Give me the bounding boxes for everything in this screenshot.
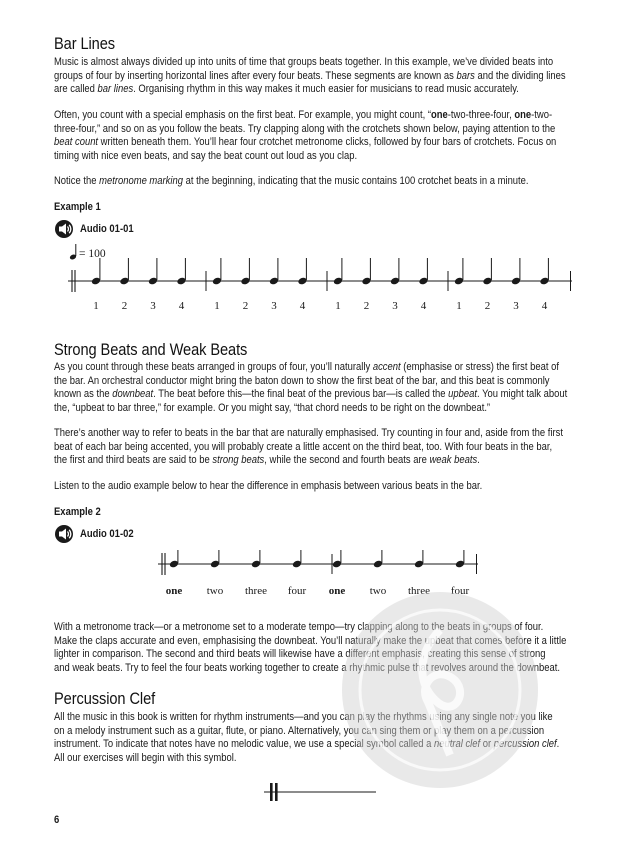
crotchet-note — [455, 550, 465, 568]
beat-count-label: 1 — [214, 300, 220, 312]
beat-count-label: 4 — [420, 300, 427, 312]
beat-count-label: 1 — [335, 300, 341, 312]
beat-word-label: three — [408, 585, 430, 597]
crotchet-note — [414, 550, 424, 568]
beat-count-label: 1 — [456, 300, 462, 312]
crotchet-note — [390, 258, 400, 285]
speaker-icon[interactable] — [54, 524, 76, 544]
crotchet-note — [148, 258, 158, 285]
crotchet-note — [240, 258, 250, 285]
beat-count-label: 2 — [121, 300, 128, 312]
beat-word-label: four — [287, 585, 307, 597]
crotchet-note — [333, 258, 343, 285]
paragraph-percussion-clef: All the music in this book is written for rhythm instruments—and you can play the rhythms using any single note you like on a melody instrument such as a guitar, flute, or piano. Alternatively, you can sing them or play them on a percussion instrument. To indicate that notes have no melodic value, we use a special symbol called a neutral clef or percussion clef. All our exercises will begin with this symbol. — [54, 711, 560, 764]
beat-count-label: 2 — [242, 300, 249, 312]
paragraph-strong-weak-1: As you count through these beats arranged in groups of four, you’ll naturally accent (emphasise or stress) the first beat of the bar. An orchestral conductor might bring the baton down to show the first beat of the bar, and this beat is commonly known as the downbeat. The beat before this—the final beat of the previous bar—is called the upbeat. You might talk about the, “upbeat to bar three,” for example. Or you might say, “that chord needs to be right on the downbeat.” — [54, 361, 568, 414]
tempo-marking: = 100 — [79, 248, 106, 260]
paragraph-bar-lines-2: Often, you count with a special emphasis on the first beat. For example, you might count, “one-two-three-four, one-two- three-four,” and so on as you follow the beats. Try clapping along with the crotchets shown below, paying attention to the beat count written beneath them. You’ll hear four crotchet metronome clicks, followed by four bars of crotchets. Focus on timing with nice even beats, and say the beat count out loud as you clap. — [54, 109, 557, 162]
example-1-staff — [60, 238, 580, 316]
audio-label-01-01: Audio 01-01 — [80, 223, 134, 235]
crotchet-note — [511, 258, 521, 285]
crotchet-note — [297, 258, 307, 285]
heading-bar-lines: Bar Lines — [54, 34, 115, 53]
beat-count-label: 2 — [484, 300, 491, 312]
beat-word-label: one — [328, 585, 346, 597]
beat-count-label: 3 — [513, 300, 519, 312]
beat-count-label: 4 — [541, 300, 548, 312]
crotchet-note — [292, 550, 302, 568]
crotchet-note — [119, 258, 129, 285]
crotchet-note — [169, 550, 179, 568]
speaker-icon[interactable] — [54, 219, 76, 239]
crotchet-note — [482, 258, 492, 285]
paragraph-bar-lines-3: Notice the metronome marking at the beginning, indicating that the music contains 100 crotchet beats in a minute. — [54, 175, 529, 187]
beat-word-label: three — [245, 585, 267, 597]
crotchet-note — [454, 258, 464, 285]
beat-word-label: two — [206, 585, 224, 597]
paragraph-strong-weak-3: Listen to the audio example below to hear the difference in emphasis between various beats in the bar. — [54, 480, 483, 492]
paragraph-bar-lines-1: Music is almost always divided up into units of time that groups beats together. In this example, we’ve divided beats into groups of four by inserting horizontal lines after every four beats. These segments are known as bars and the dividing lines are called bar lines. Organising rhythm in this way makes it much easier for musicians to read music accurately. — [54, 56, 566, 96]
example-2-title: Example 2 — [54, 506, 101, 518]
crotchet-note — [539, 258, 549, 285]
crotchet-note — [210, 550, 220, 568]
beat-word-label: four — [450, 585, 470, 597]
page-number: 6 — [54, 814, 60, 826]
crotchet-note — [361, 258, 371, 285]
beat-count-label: 3 — [392, 300, 398, 312]
beat-word-label: two — [369, 585, 387, 597]
heading-percussion-clef: Percussion Clef — [54, 689, 156, 708]
beat-count-label: 1 — [93, 300, 99, 312]
watermark-logo-icon — [340, 590, 540, 790]
beat-count-label: 3 — [271, 300, 277, 312]
crotchet-tempo-icon — [69, 244, 77, 260]
heading-strong-weak: Strong Beats and Weak Beats — [54, 340, 248, 359]
crotchet-note — [269, 258, 279, 285]
crotchet-note — [176, 258, 186, 285]
crotchet-note — [212, 258, 222, 285]
example-1-title: Example 1 — [54, 201, 101, 213]
crotchet-note — [91, 258, 101, 285]
crotchet-note — [332, 550, 342, 568]
crotchet-note — [418, 258, 428, 285]
beat-count-label: 4 — [299, 300, 306, 312]
crotchet-note — [251, 550, 261, 568]
paragraph-strong-weak-2: There’s another way to refer to beats in the bar that are naturally emphasised. Try counting in four and, aside from the first beat of each bar being accented, you will probably create a little accent on the third beat, too. With four beats in the bar, the first and third beats are said to be strong beats, while the second and fourth beats are weak beats. — [54, 427, 563, 467]
crotchet-note — [373, 550, 383, 568]
audio-label-01-02: Audio 01-02 — [80, 528, 134, 540]
paragraph-example-2: With a metronome track—or a metronome set to a moderate tempo—try clapping along to the beats in groups of four. Make the claps accurate and even, emphasising the downbeat. You’ll naturally make the upbeat that comes before it a little lighter in comparison. The second and third beats will likewise have a different emphasis, creating this sense of strong and weak beats. Try to feel the four beats working together to create a rhythmic pulse that revolves around the downbeat. — [54, 621, 567, 674]
beat-count-label: 4 — [178, 300, 185, 312]
beat-count-label: 2 — [363, 300, 370, 312]
beat-count-label: 3 — [150, 300, 156, 312]
beat-word-label: one — [165, 585, 183, 597]
